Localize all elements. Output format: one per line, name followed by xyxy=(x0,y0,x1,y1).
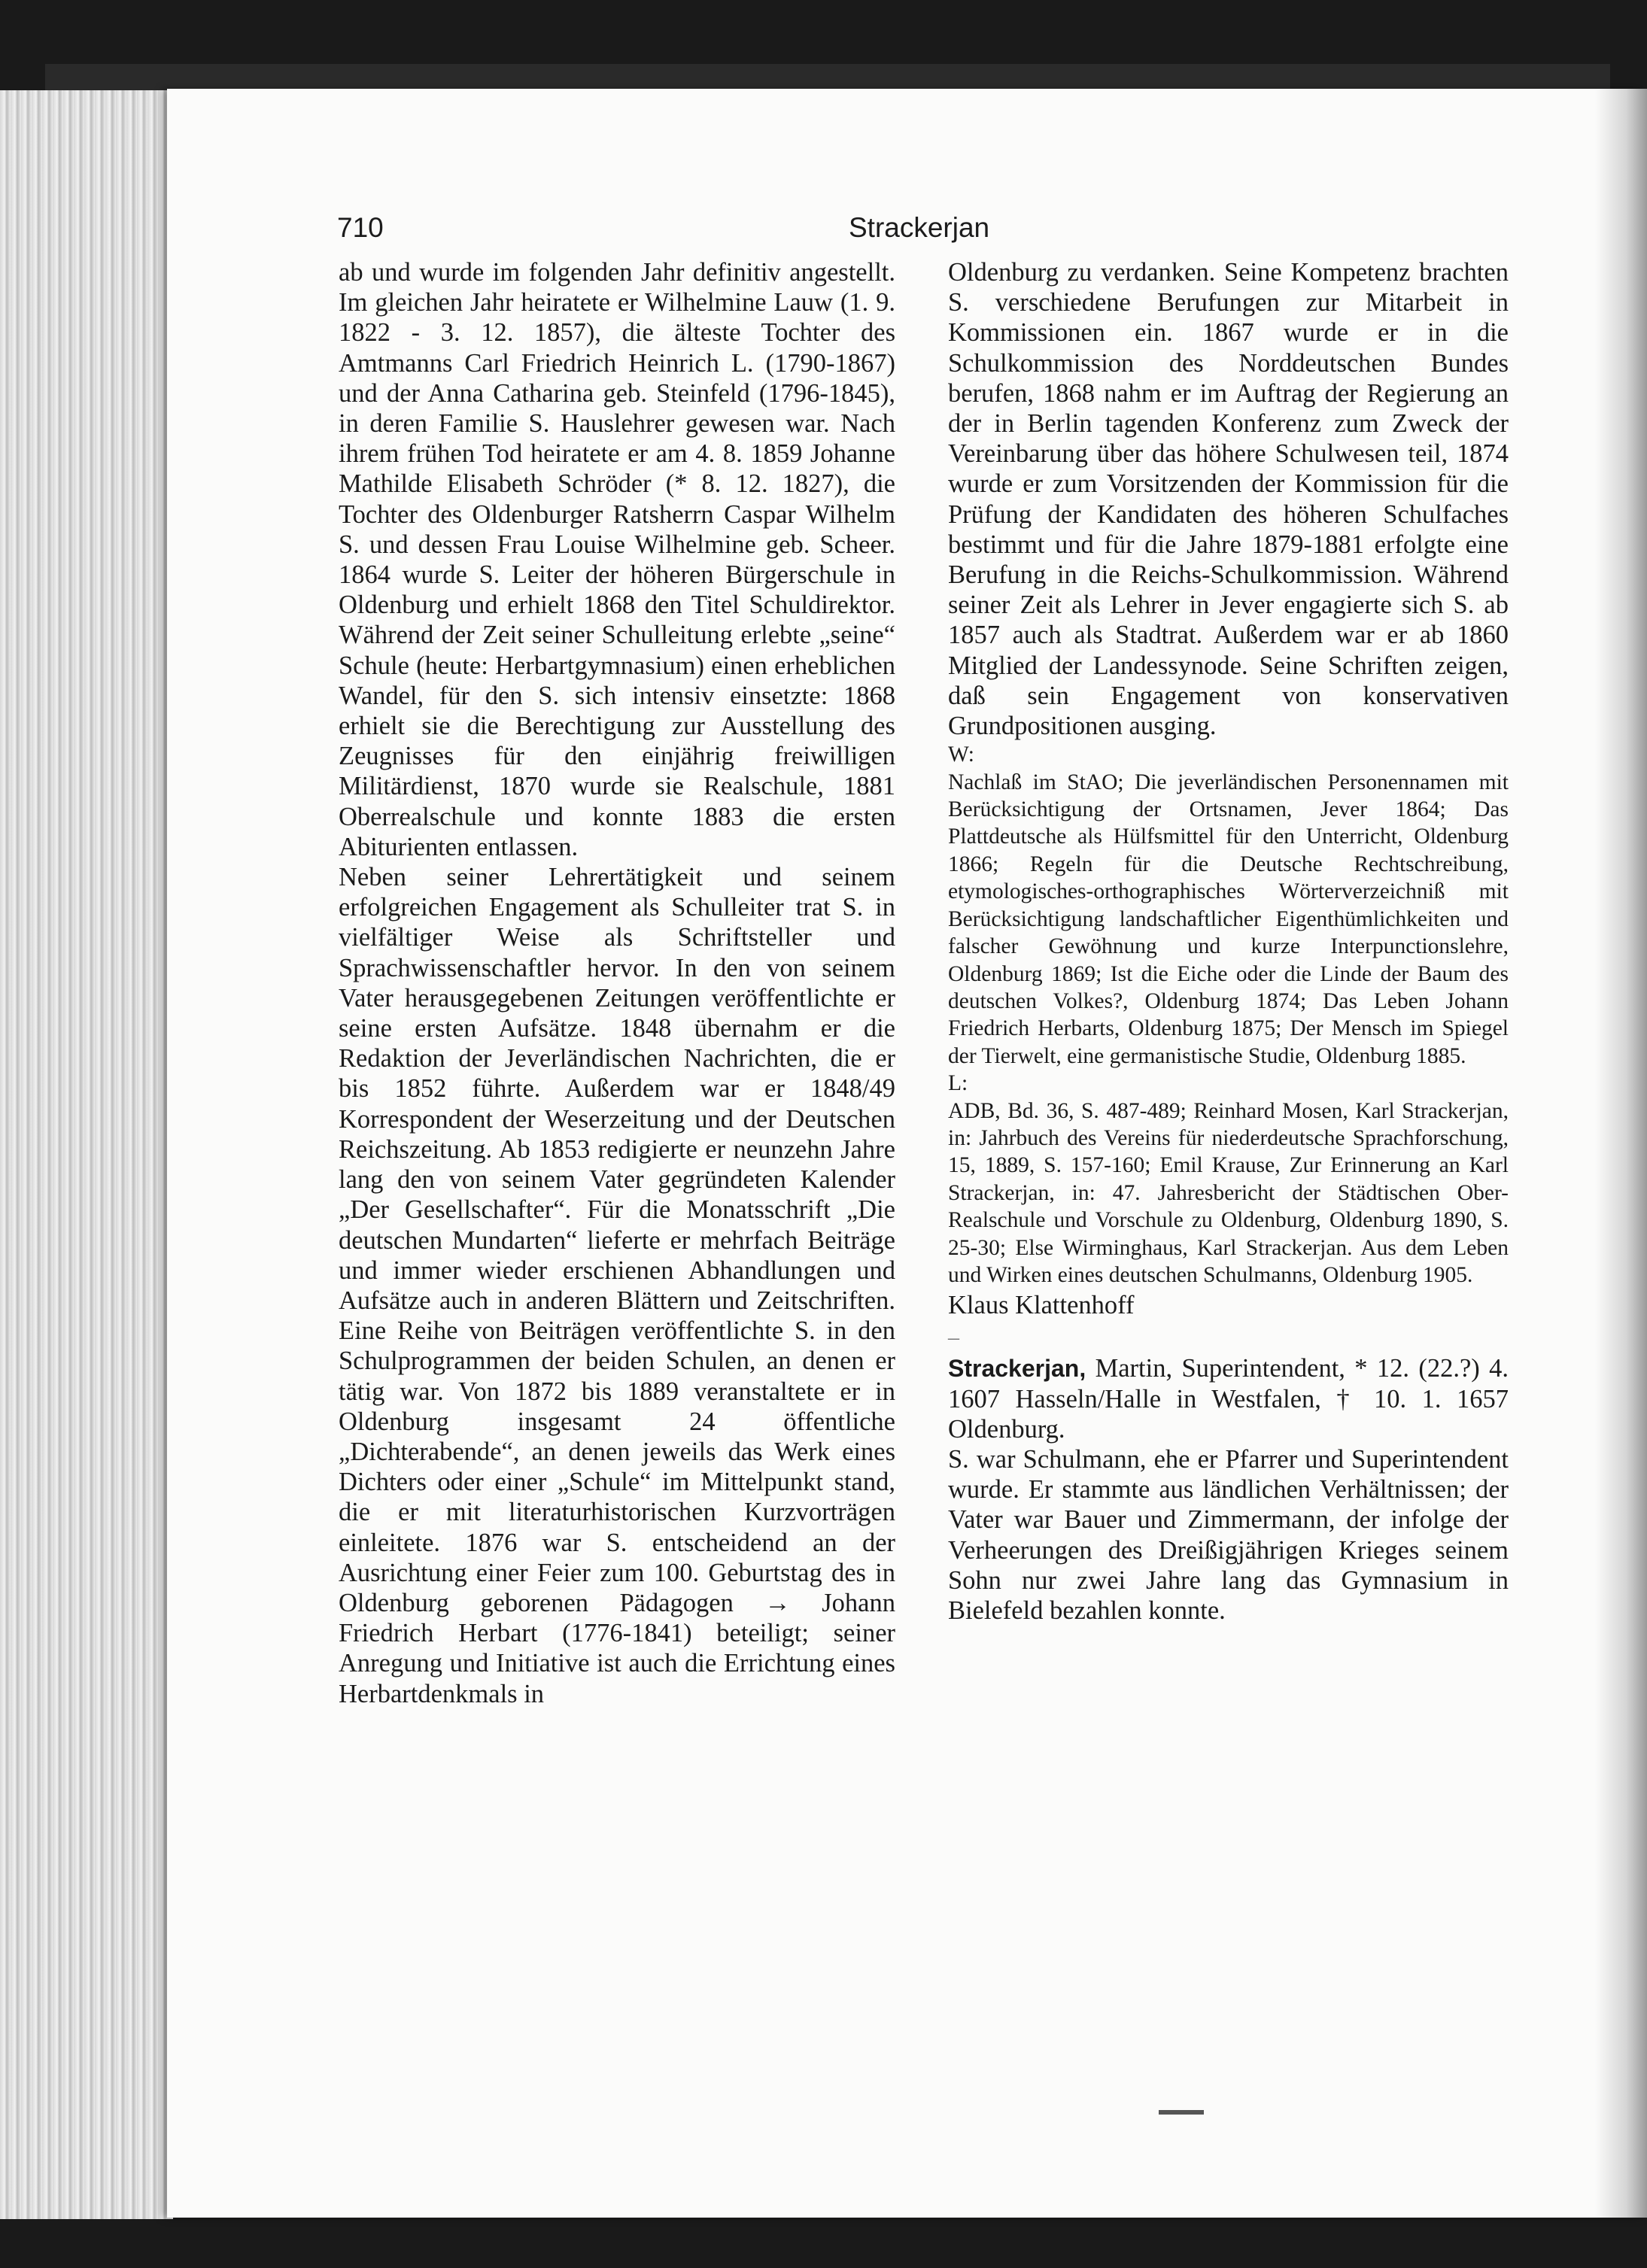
bottom-mark xyxy=(1159,2110,1204,2115)
works-label: W: xyxy=(948,742,974,767)
left-column xyxy=(339,257,895,1709)
page-gutter-shadow xyxy=(1595,89,1647,2218)
right-column xyxy=(948,257,1509,1626)
next-entry-name: Strackerjan, xyxy=(948,1355,1086,1383)
page-number: 710 xyxy=(337,212,384,243)
running-title: Strackerjan xyxy=(849,212,990,243)
paragraph-1: ab und wurde im folgenden Jahr definitiv angestellt. Im gleichen Jahr heiratete er Wilhelmine Lauw (1. 9. 1822 - 3. 12. 1857), die älteste Tochter des Amtmanns Carl Friedrich Heinrich L. (1790-1867) und der Anna Catharina geb. Steinfeld (1796-1845), in deren Familie S. Hauslehrer gewesen war. Nach ihrem frühen Tod heiratete er am 4. 8. 1859 Johanne Mathilde Elisabeth Schröder (* 8. 12. 1827), die Tochter des Oldenburger Ratsherrn Caspar Wilhelm S. und dessen Frau Louise Wilhelmine geb. Scheer. 1864 wurde S. Leiter der höheren Bürgerschule in Oldenburg und erhielt 1868 den Titel Schuldirektor. Während der Zeit seiner Schulleitung erlebte „seine“ Schule (heute: Herbartgymnasium) einen erheblichen Wandel, für den S. sich intensiv einsetzte: 1868 erhielt sie die Berechtigung zur Ausstellung des Zeugnisses für den einjährig freiwilligen Militärdienst, 1870 wurde sie Realschule, 1881 Oberrealschule und konnte 1883 die ersten Abiturienten entlassen. xyxy=(339,258,895,861)
paragraph-continuation: Oldenburg zu verdanken. Seine Kompetenz brachten S. verschiedene Berufungen zur Mitarbeit in Kommissionen ein. 1867 wurde er in die Schulkommission des Norddeutschen Bundes berufen, 1868 nahm er im Auftrag der Regierung an der in Berlin tagenden Konferenz zum Zweck der Vereinbarung über das höhere Schulwesen teil, 1874 wurde er zum Vorsitzenden der Kommission für die Prüfung der Kandidaten des höheren Schulfaches bestimmt und für die Jahre 1879-1881 erfolgte eine Berufung in die Reichs-Schulkommission. Während seiner Zeit als Lehrer in Jever engagierte sich S. ab 1857 auch als Stadtrat. Außerdem war er ab 1860 Mitglied der Landessynode. Seine Schriften zeigen, daß sein Engagement von konservativen Grundpositionen ausging. xyxy=(948,258,1509,741)
paragraph-2: Neben seiner Lehrertätigkeit und seinem erfolgreichen Engagement als Schulleiter trat S. in vielfältiger Weise als Schriftsteller und Sprachwissenschaftler hervor. In den von seinem Vater herausgegebenen Zeitungen veröffentlichte er seine ersten Aufsätze. 1848 übernahm er die Redaktion der Jeverländischen Nachrichten, die er bis 1852 führte. Außerdem war er 1848/49 Korrespondent der Weserzeitung und der Deutschen Reichszeitung. Ab 1853 redigierte er neunzehn Jahre lang den von seinem Vater gegründeten Kalender „Der Gesellschafter“. Für die Monatsschrift „Die deutschen Mundarten“ lieferte er mehrfach Beiträge und immer wieder erschienen Abhandlungen und Aufsätze auch in anderen Blättern und Zeitschriften. Eine Reihe von Beiträgen veröffentlichte S. in den Schulprogrammen der beiden Schulen, an denen er tätig war. Von 1872 bis 1889 veranstaltete er in Oldenburg insgesamt 24 öffentliche „Dichterabende“, an denen jeweils das Werk eines Dichters oder einer „Schule“ im Mittelpunkt stand, die er mit literaturhistorischen Kurzvorträgen einleitete. 1876 war S. entscheidend an der Ausrichtung einer Feier zum 100. Geburtstag des in Oldenburg geborenen Pädagogen → Johann Friedrich Herbart (1776-1841) beteiligt; seiner Anregung und Initiative ist auch die Errichtung eines Herbartdenkmals in xyxy=(339,863,895,1708)
page-edges xyxy=(0,90,173,2219)
literature-list: ADB, Bd. 36, S. 487-489; Reinhard Mosen, Karl Strackerjan, in: Jahrbuch des Vereins für niederdeutsche Sprachforschung, 15, 1889, S. 157-160; Emil Krause, Zur Erinnerung an Karl Strackerjan, in: 47. Jahresbericht der Städtischen Ober-Realschule und Vorschule zu Oldenburg, Oldenburg 1890, S. 25-30; Else Wirminghaus, Karl Strackerjan. Aus dem Leben und Wirken eines deutschen Schulmanns, Oldenburg 1905. xyxy=(948,1098,1509,1287)
next-entry-text: S. war Schulmann, ehe er Pfarrer und Superintendent wurde. Er stammte aus ländlichen Verhältnissen; der Vater war Bauer und Zimmermann, der infolge der Verheerungen des Dreißigjährigen Krieges seinem Sohn nur zwei Jahre lang das Gymnasium in Bielefeld bezahlen konnte. xyxy=(948,1444,1509,1625)
entry-separator: – xyxy=(948,1325,959,1350)
next-entry-header: Martin, Superintendent, * 12. (22.?) 4. 1607 Hasseln/Halle in Westfalen, † 10. 1. 1657 Oldenburg. xyxy=(948,1354,1509,1444)
next-entry-heading xyxy=(948,1353,1509,1444)
literature-label: L: xyxy=(948,1071,968,1096)
article-author: Klaus Klattenhoff xyxy=(948,1291,1135,1320)
works-list: Nachlaß im StAO; Die jeverländischen Personennamen mit Berücksichtigung der Ortsnamen, Jever 1864; Das Plattdeutsche als Hülfsmittel für den Unterricht, Oldenburg 1866; Regeln für die Deutsche Rechtschreibung, etymologisches-orthographisches Wörterverzeichniß mit Berücksichtigung landschaftlicher Eigenthümlichkeiten und falscher Gewöhnung und kurze Interpunctionslehre, Oldenburg 1869; Ist die Eiche oder die Linde der Baum des deutschen Volkes?, Oldenburg 1874; Das Leben Johann Friedrich Herbarts, Oldenburg 1875; Der Mensch im Spiegel der Tierwelt, eine germanistische Studie, Oldenburg 1885. xyxy=(948,770,1509,1068)
